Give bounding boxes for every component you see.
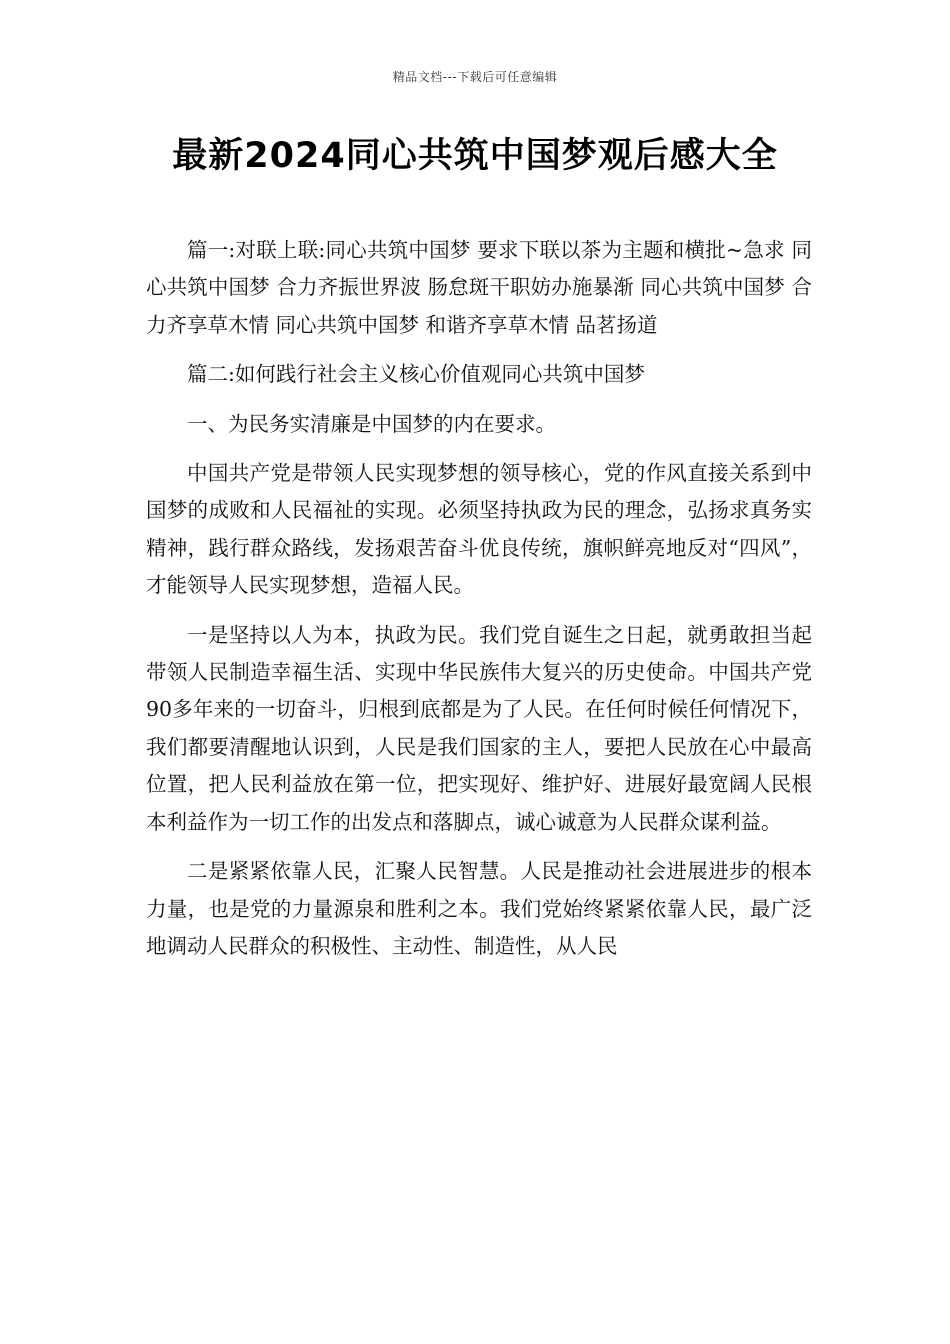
paragraph-party-leadership: 中国共产党是带领人民实现梦想的领导核心，党的作风直接关系到中国梦的成败和人民福祉的实现。必须坚持执政为民的理念，弘扬求真务实精神，践行群众路线，发扬艰苦奋斗优良传统，旗帜鲜亮地反对“四风”，才能领导人民实现梦想，造福人民。 [146,461,812,598]
paragraph-section-two-heading: 篇二:如何践行社会主义核心价值观同心共筑中国梦 [187,362,645,387]
paragraph-couplet: 篇一:对联上联:同心共筑中国梦 要求下联以茶为主题和横批~急求 同心共筑中国梦 合力齐振世界波 肠怠斑干职妨办施暴渐 同心共筑中国梦 合力齐享草木情 同心共筑中国梦 和谐齐享草木情 品茗扬道 [146,238,812,337]
paragraph-people-first: 一是坚持以人为本，执政为民。我们党自诞生之日起，就勇敢担当起带领人民制造幸福生活、实现中华民族伟大复兴的历史使命。中国共产党90多年来的一切奋斗，归根到底都是为了人民。在任何时候任何情况下，我们都要清醒地认识到，人民是我们国家的主人，要把人民放在心中最高位置，把人民利益放在第一位，把实现好、维护好、进展好最宽阔人民根本利益作为一切工作的出发点和落脚点，诚心诚意为人民群众谋利益。 [146,622,812,834]
paragraph-point-one-heading: 一、为民务实清廉是中国梦的内在要求。 [187,411,556,436]
document-body [146,232,812,977]
document-title: 最新2024同心共筑中国梦观后感大全 [172,136,778,176]
paragraph-rely-on-people: 二是紧紧依靠人民，汇聚人民智慧。人民是推动社会进展进步的根本力量，也是党的力量源泉和胜利之本。我们党始终紧紧依靠人民，最广泛地调动人民群众的积极性、主动性、制造性，从人民 [146,859,812,958]
header-note: 精品文档---下载后可任意编辑 [392,70,558,84]
